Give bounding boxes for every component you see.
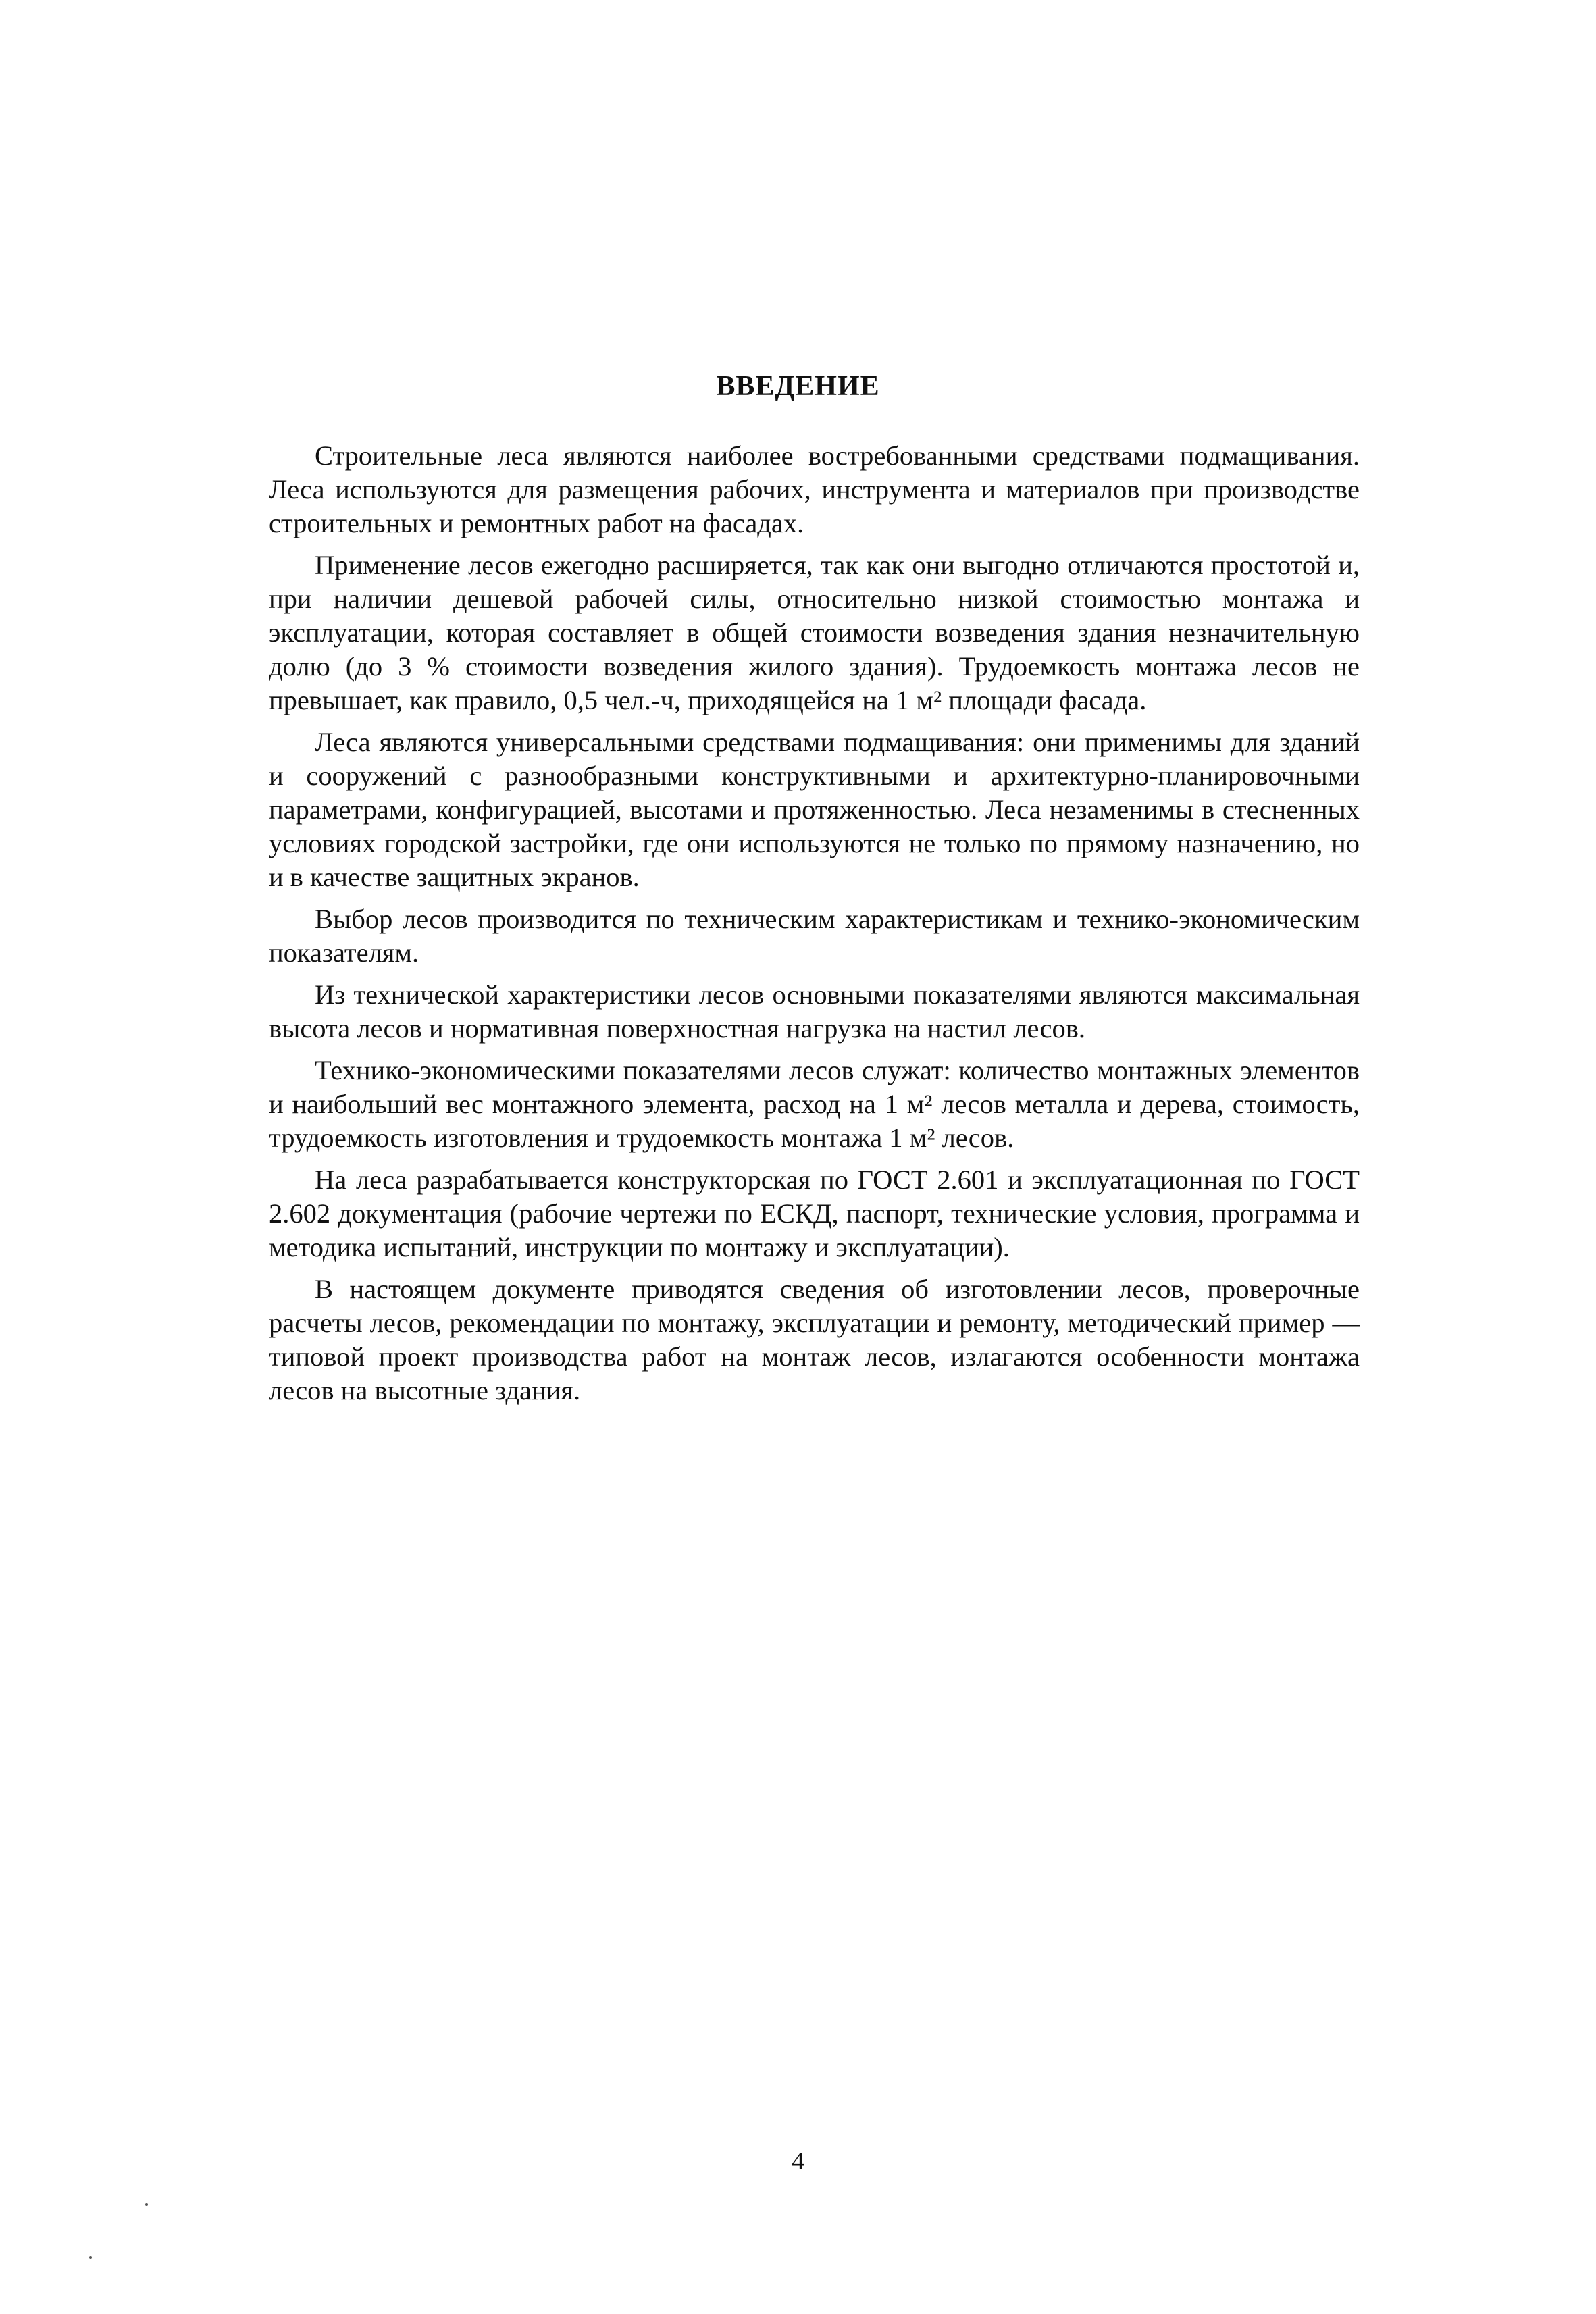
- paragraph-4: Выбор лесов производится по техническим характеристикам и технико-экономическим показателям.: [269, 904, 1360, 968]
- paragraph-2: Применение лесов ежегодно расширяется, так как они выгодно отличаются простотой и, при наличии дешевой рабочей силы, относительно низкой стоимостью монтажа и эксплуатации, которая составляет в общей стоимости возведения здания незначительную долю (до 3 % стоимости возведения жилого здания). Трудоемкость монтажа лесов не превышает, как правило, 0,5 чел.-ч, приходящейся на 1 м² площади фасада.: [269, 550, 1360, 715]
- paragraph-5: Из технической характеристики лесов основными показателями являются максимальная высота лесов и нормативная поверхностная нагрузка на настил лесов.: [269, 979, 1360, 1044]
- paragraph-8: В настоящем документе приводятся сведения об изготовлении лесов, проверочные расчеты лесов, рекомендации по монтажу, эксплуатации и ремонту, методический пример — типовой проект производства работ на монтаж лесов, излагаются особенности монтажа лесов на высотные здания.: [269, 1274, 1360, 1406]
- paragraph-6: Технико-экономическими показателями лесов служат: количество монтажных элементов и наибольший вес монтажного элемента, расход на 1 м² лесов металла и дерева, стоимость, трудоемкость изготовления и трудоемкость монтажа 1 м² лесов.: [269, 1055, 1360, 1153]
- body-text: [269, 439, 1360, 1416]
- scan-speck: [89, 2256, 92, 2259]
- page-number: 4: [792, 2147, 804, 2176]
- paragraph-3: Леса являются универсальными средствами подмащивания: они применимы для зданий и сооружений с разнообразными конструктивными и архитектурно-планировочными параметрами, конфигурацией, высотами и протяженностью. Леса незаменимы в стесненных условиях городской застройки, где они используются не только по прямому назначению, но и в качестве защитных экранов.: [269, 727, 1360, 892]
- page-title: ВВЕДЕНИЕ: [716, 371, 880, 402]
- scan-speck: [145, 2203, 148, 2206]
- paragraph-1: Строительные леса являются наиболее востребованными средствами подмащивания. Леса используются для размещения рабочих, инструмента и материалов при производстве строительных и ремонтных работ на фасадах.: [269, 440, 1360, 538]
- paragraph-7: На леса разрабатывается конструкторская по ГОСТ 2.601 и эксплуатационная по ГОСТ 2.602 документация (рабочие чертежи по ЕСКД, паспорт, технические условия, программа и методика испытаний, инструкции по монтажу и эксплуатации).: [269, 1164, 1360, 1262]
